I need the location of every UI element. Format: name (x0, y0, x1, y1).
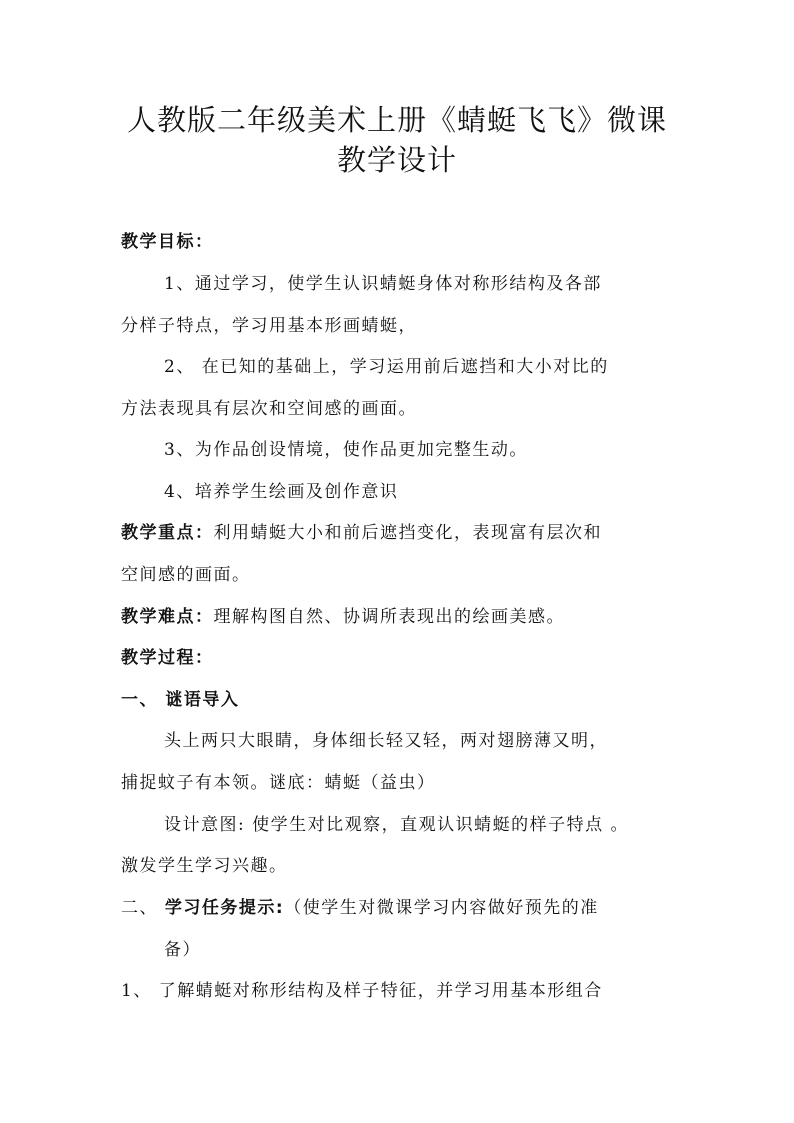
key-point-line2: 空间感的画面。 (121, 565, 251, 585)
objective-2-line1: 2、 在已知的基础上，学习运用前后遮挡和大小对比的 (164, 357, 609, 377)
riddle-line2: 捕捉蚊子有本领。谜底：蜻蜓（益虫） (121, 773, 436, 793)
objective-1-line2: 分样子特点，学习用基本形画蜻蜓， (121, 316, 417, 336)
objectives-heading: 教学目标： (121, 232, 214, 252)
task-1: 1、 了解蜻蜓对称形结构及样子特征，并学习用基本形组合 (121, 981, 603, 1001)
difficulty-line (121, 604, 565, 630)
section1-heading: 一、 谜语导入 (121, 690, 240, 710)
difficulty-label: 教学难点： (121, 607, 214, 627)
difficulty-text: 理解构图自然、协调所表现出的绘画美感。 (213, 607, 565, 627)
section2-line2: 备） (164, 940, 201, 960)
objective-4: 4、培养学生绘画及创作意识 (164, 482, 399, 502)
riddle-line1: 头上两只大眼睛，身体细长轻又轻，两对翅膀薄又明， (164, 731, 608, 751)
objective-1-line1: 1、通过学习，使学生认识蜻蜓身体对称形结构及各部 (164, 274, 602, 294)
objective-2-line2: 方法表现具有层次和空间感的画面。 (121, 399, 417, 419)
section2-text: （使学生对微课学习内容做好预先的准 (284, 898, 599, 918)
section2-line1 (121, 895, 599, 921)
key-point-line1 (121, 520, 602, 546)
key-point-label: 教学重点： (121, 523, 214, 543)
key-point-text: 利用蜻蜓大小和前后遮挡变化，表现富有层次和 (213, 523, 602, 543)
objective-3: 3、为作品创设情境，使作品更加完整生动。 (164, 440, 528, 460)
document-title-line1: 人教版二年级美术上册《蜻蜓飞飞》微课 (126, 103, 667, 137)
design-intent-line1: 设计意图: 使学生对比观察，直观认识蜻蜓的样子特点 。 (164, 815, 630, 835)
document-title-line2: 教学设计 (336, 143, 457, 177)
section2-number: 二、 (121, 898, 165, 918)
section2-label: 学习任务提示: (164, 898, 285, 918)
process-heading: 教学过程： (121, 648, 214, 668)
design-intent-line2: 激发学生学习兴趣。 (121, 856, 288, 876)
